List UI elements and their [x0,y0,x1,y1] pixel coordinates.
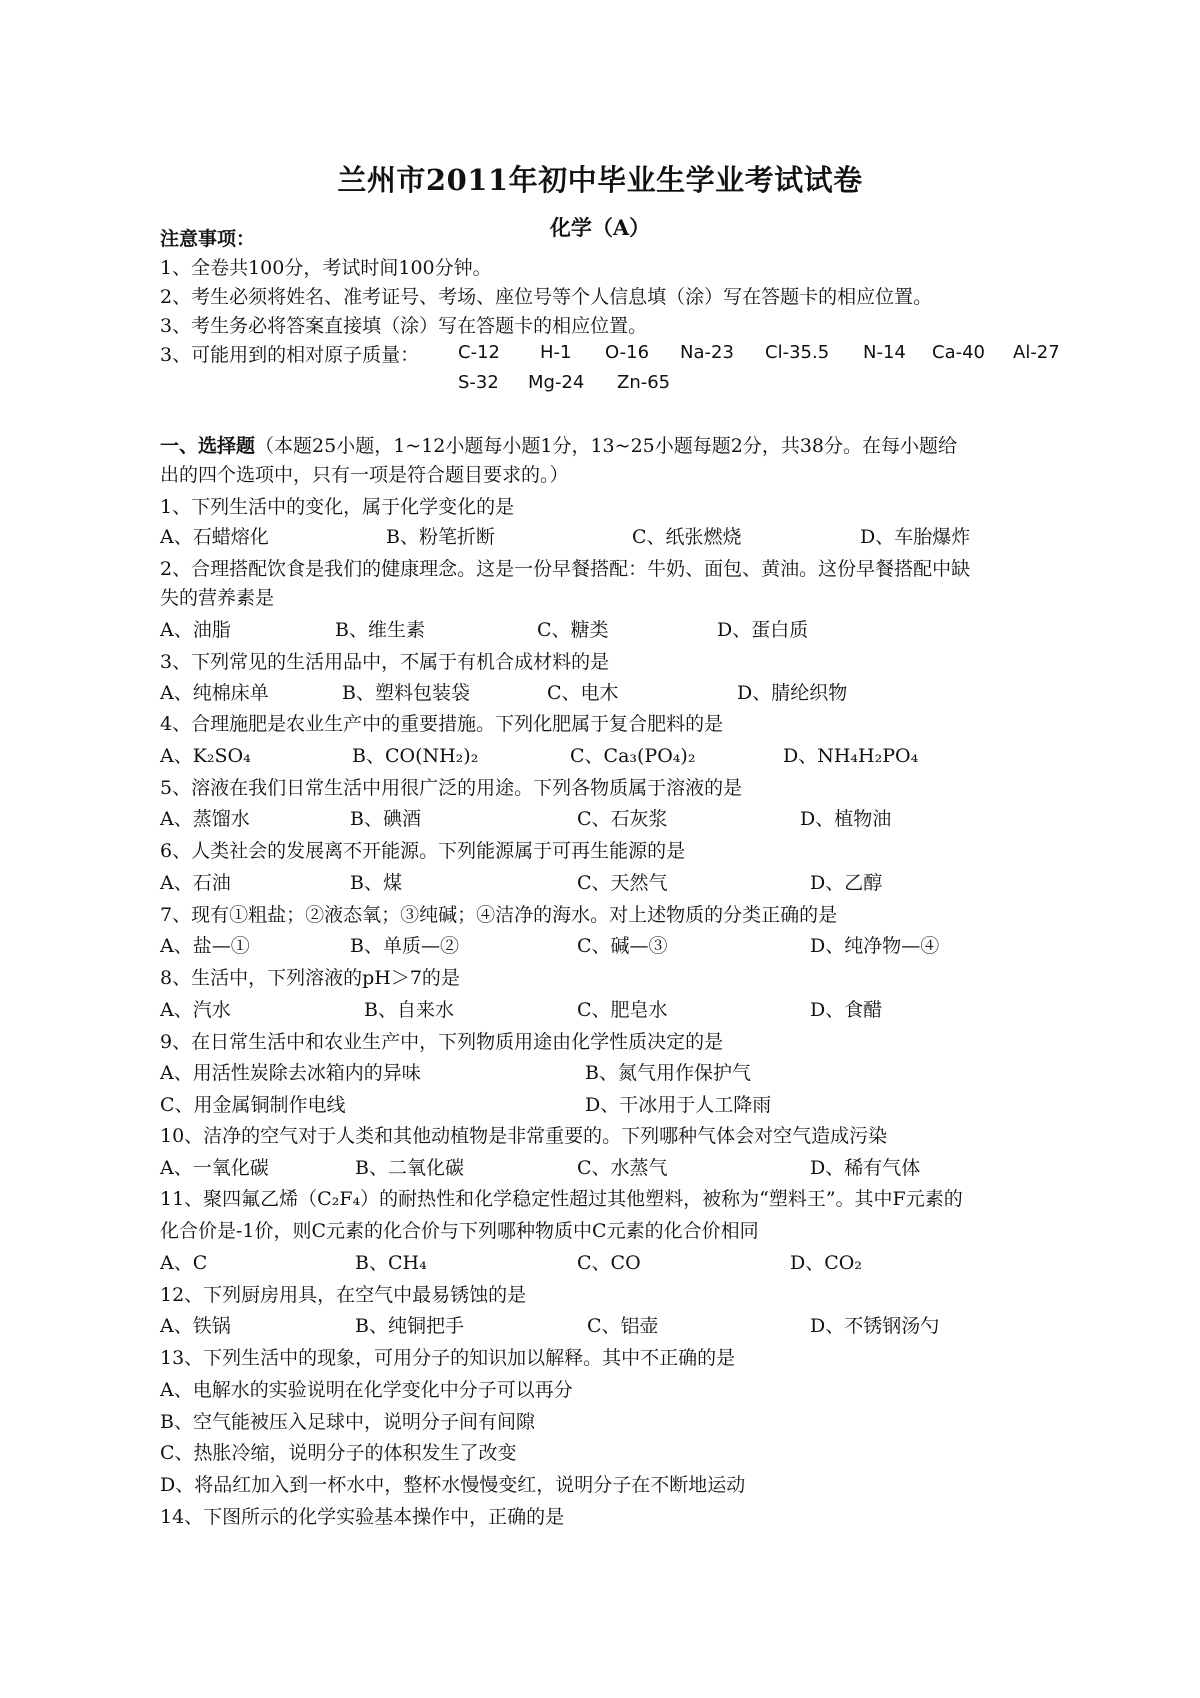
option: B、塑料包装袋 [342,682,470,704]
notice-item: 3、可能用到的相对原子质量： [160,344,420,366]
option: C、糖类 [537,619,609,641]
notice-item: 2、考生必须将姓名、准考证号、考场、座位号等个人信息填（涂）写在答题卡的相应位置。 [160,286,933,308]
atomic-mass: Mg-24 [528,372,585,393]
atomic-mass: S-32 [458,372,499,393]
option: B、CH₄ [355,1252,427,1274]
option: A、用活性炭除去冰箱内的异味 [160,1062,421,1084]
question-stem: 化合价是-1价，则C元素的化合价与下列哪种物质中C元素的化合价相同 [160,1220,759,1242]
option: C、天然气 [577,872,668,894]
option: A、K₂SO₄ [160,745,251,767]
option: B、纯铜把手 [355,1315,464,1337]
option: A、铁锅 [160,1315,231,1337]
atomic-mass: O-16 [605,342,650,363]
page-title: 兰州市2011年初中毕业生学业考试试卷 [337,163,863,197]
option: C、水蒸气 [577,1157,668,1179]
option: C、石灰浆 [577,808,668,830]
option: D、乙醇 [810,872,883,894]
atomic-mass: N-14 [863,342,906,363]
option: A、汽水 [160,999,231,1021]
question-stem: 12、下列厨房用具，在空气中最易锈蚀的是 [160,1284,527,1306]
atomic-mass: Al-27 [1013,342,1060,363]
option: B、煤 [350,872,402,894]
section-desc-line: （本题25小题，1~12小题每小题1分，13~25小题每题2分，共38分。在每小题给 [255,435,958,457]
section-desc-line: 出的四个选项中，只有一项是符合题目要求的。） [160,464,569,486]
notice-item: 1、全卷共100分，考试时间100分钟。 [160,257,492,279]
option: C、碱—③ [577,935,668,957]
question-stem: 失的营养素是 [160,587,275,609]
atomic-masses [0,340,1200,400]
page-subtitle: 化学（A） [549,215,651,240]
question-stem: 10、洁净的空气对于人类和其他动植物是非常重要的。下列哪种气体会对空气造成污染 [160,1125,888,1147]
option: C、铝壶 [587,1315,659,1337]
option: D、腈纶织物 [737,682,848,704]
option: B、自来水 [364,999,454,1021]
question-stem: 8、生活中，下列溶液的pH＞7的是 [160,967,460,989]
question-stem: 5、溶液在我们日常生活中用很广泛的用途。下列各物质属于溶液的是 [160,777,743,799]
option: C、用金属铜制作电线 [160,1094,346,1116]
question-stem: 2、合理搭配饮食是我们的健康理念。这是一份早餐搭配：牛奶、面包、黄油。这份早餐搭配中缺 [160,558,971,580]
option: A、石油 [160,872,231,894]
question-stem: 4、合理施肥是农业生产中的重要措施。下列化肥属于复合肥料的是 [160,713,724,735]
question-stem: 6、人类社会的发展离不开能源。下列能源属于可再生能源的是 [160,840,686,862]
atomic-mass: H-1 [540,342,572,363]
option: D、干冰用于人工降雨 [585,1094,772,1116]
option: C、Ca₃(PO₄)₂ [570,745,696,767]
option: D、NH₄H₂PO₄ [783,745,919,767]
question-stem: 13、下列生活中的现象，可用分子的知识加以解释。其中不正确的是 [160,1347,736,1369]
notice-item: 3、考生务必将答案直接填（涂）写在答题卡的相应位置。 [160,315,648,337]
option: D、不锈钢汤勺 [810,1315,940,1337]
atomic-mass: Ca-40 [932,342,985,363]
atomic-mass: C-12 [458,342,500,363]
question-stem: 9、在日常生活中和农业生产中，下列物质用途由化学性质决定的是 [160,1031,724,1053]
option: B、碘酒 [350,808,421,830]
option: D、CO₂ [790,1252,862,1274]
option: D、食醋 [810,999,883,1021]
option: C、CO [577,1252,641,1274]
option: A、盐—① [160,935,250,957]
option: B、粉笔折断 [386,526,495,548]
question-stem: 1、下列生活中的变化，属于化学变化的是 [160,496,515,518]
option: A、纯棉床单 [160,682,269,704]
option: B、二氧化碳 [355,1157,464,1179]
question-stem: 7、现有①粗盐；②液态氧；③纯碱；④洁净的海水。对上述物质的分类正确的是 [160,904,838,926]
option: A、石蜡熔化 [160,526,269,548]
option: B、空气能被压入足球中，说明分子间有间隙 [160,1411,535,1433]
question-stem: 11、聚四氟乙烯（C₂F₄）的耐热性和化学稳定性超过其他塑料，被称为“塑料王”。其中F元素的 [160,1188,963,1210]
option: C、热胀冷缩，说明分子的体积发生了改变 [160,1442,517,1464]
section-heading: 一、选择题 [160,435,256,457]
notice-heading: 注意事项： [160,228,256,250]
option: B、单质—② [350,935,459,957]
option: C、肥皂水 [577,999,668,1021]
atomic-mass: Zn-65 [617,372,671,393]
option: D、纯净物—④ [810,935,940,957]
option: D、将品红加入到一杯水中，整杯水慢慢变红，说明分子在不断地运动 [160,1474,746,1496]
option: D、蛋白质 [717,619,809,641]
atomic-mass: Cl-35.5 [765,342,830,363]
option: B、维生素 [335,619,425,641]
question-stem: 14、下图所示的化学实验基本操作中，正确的是 [160,1506,565,1528]
option: A、油脂 [160,619,231,641]
option: C、纸张燃烧 [632,526,742,548]
option: A、电解水的实验说明在化学变化中分子可以再分 [160,1379,573,1401]
atomic-mass: Na-23 [680,342,734,363]
option: C、电木 [547,682,619,704]
option: A、C [160,1252,208,1274]
section-description [160,433,1060,459]
option: A、蒸馏水 [160,808,250,830]
option: D、稀有气体 [810,1157,921,1179]
option: D、植物油 [800,808,892,830]
option: B、CO(NH₂)₂ [352,745,479,767]
option: D、车胎爆炸 [860,526,971,548]
option: A、一氧化碳 [160,1157,269,1179]
option: B、氮气用作保护气 [585,1062,751,1084]
question-stem: 3、下列常见的生活用品中，不属于有机合成材料的是 [160,651,610,673]
